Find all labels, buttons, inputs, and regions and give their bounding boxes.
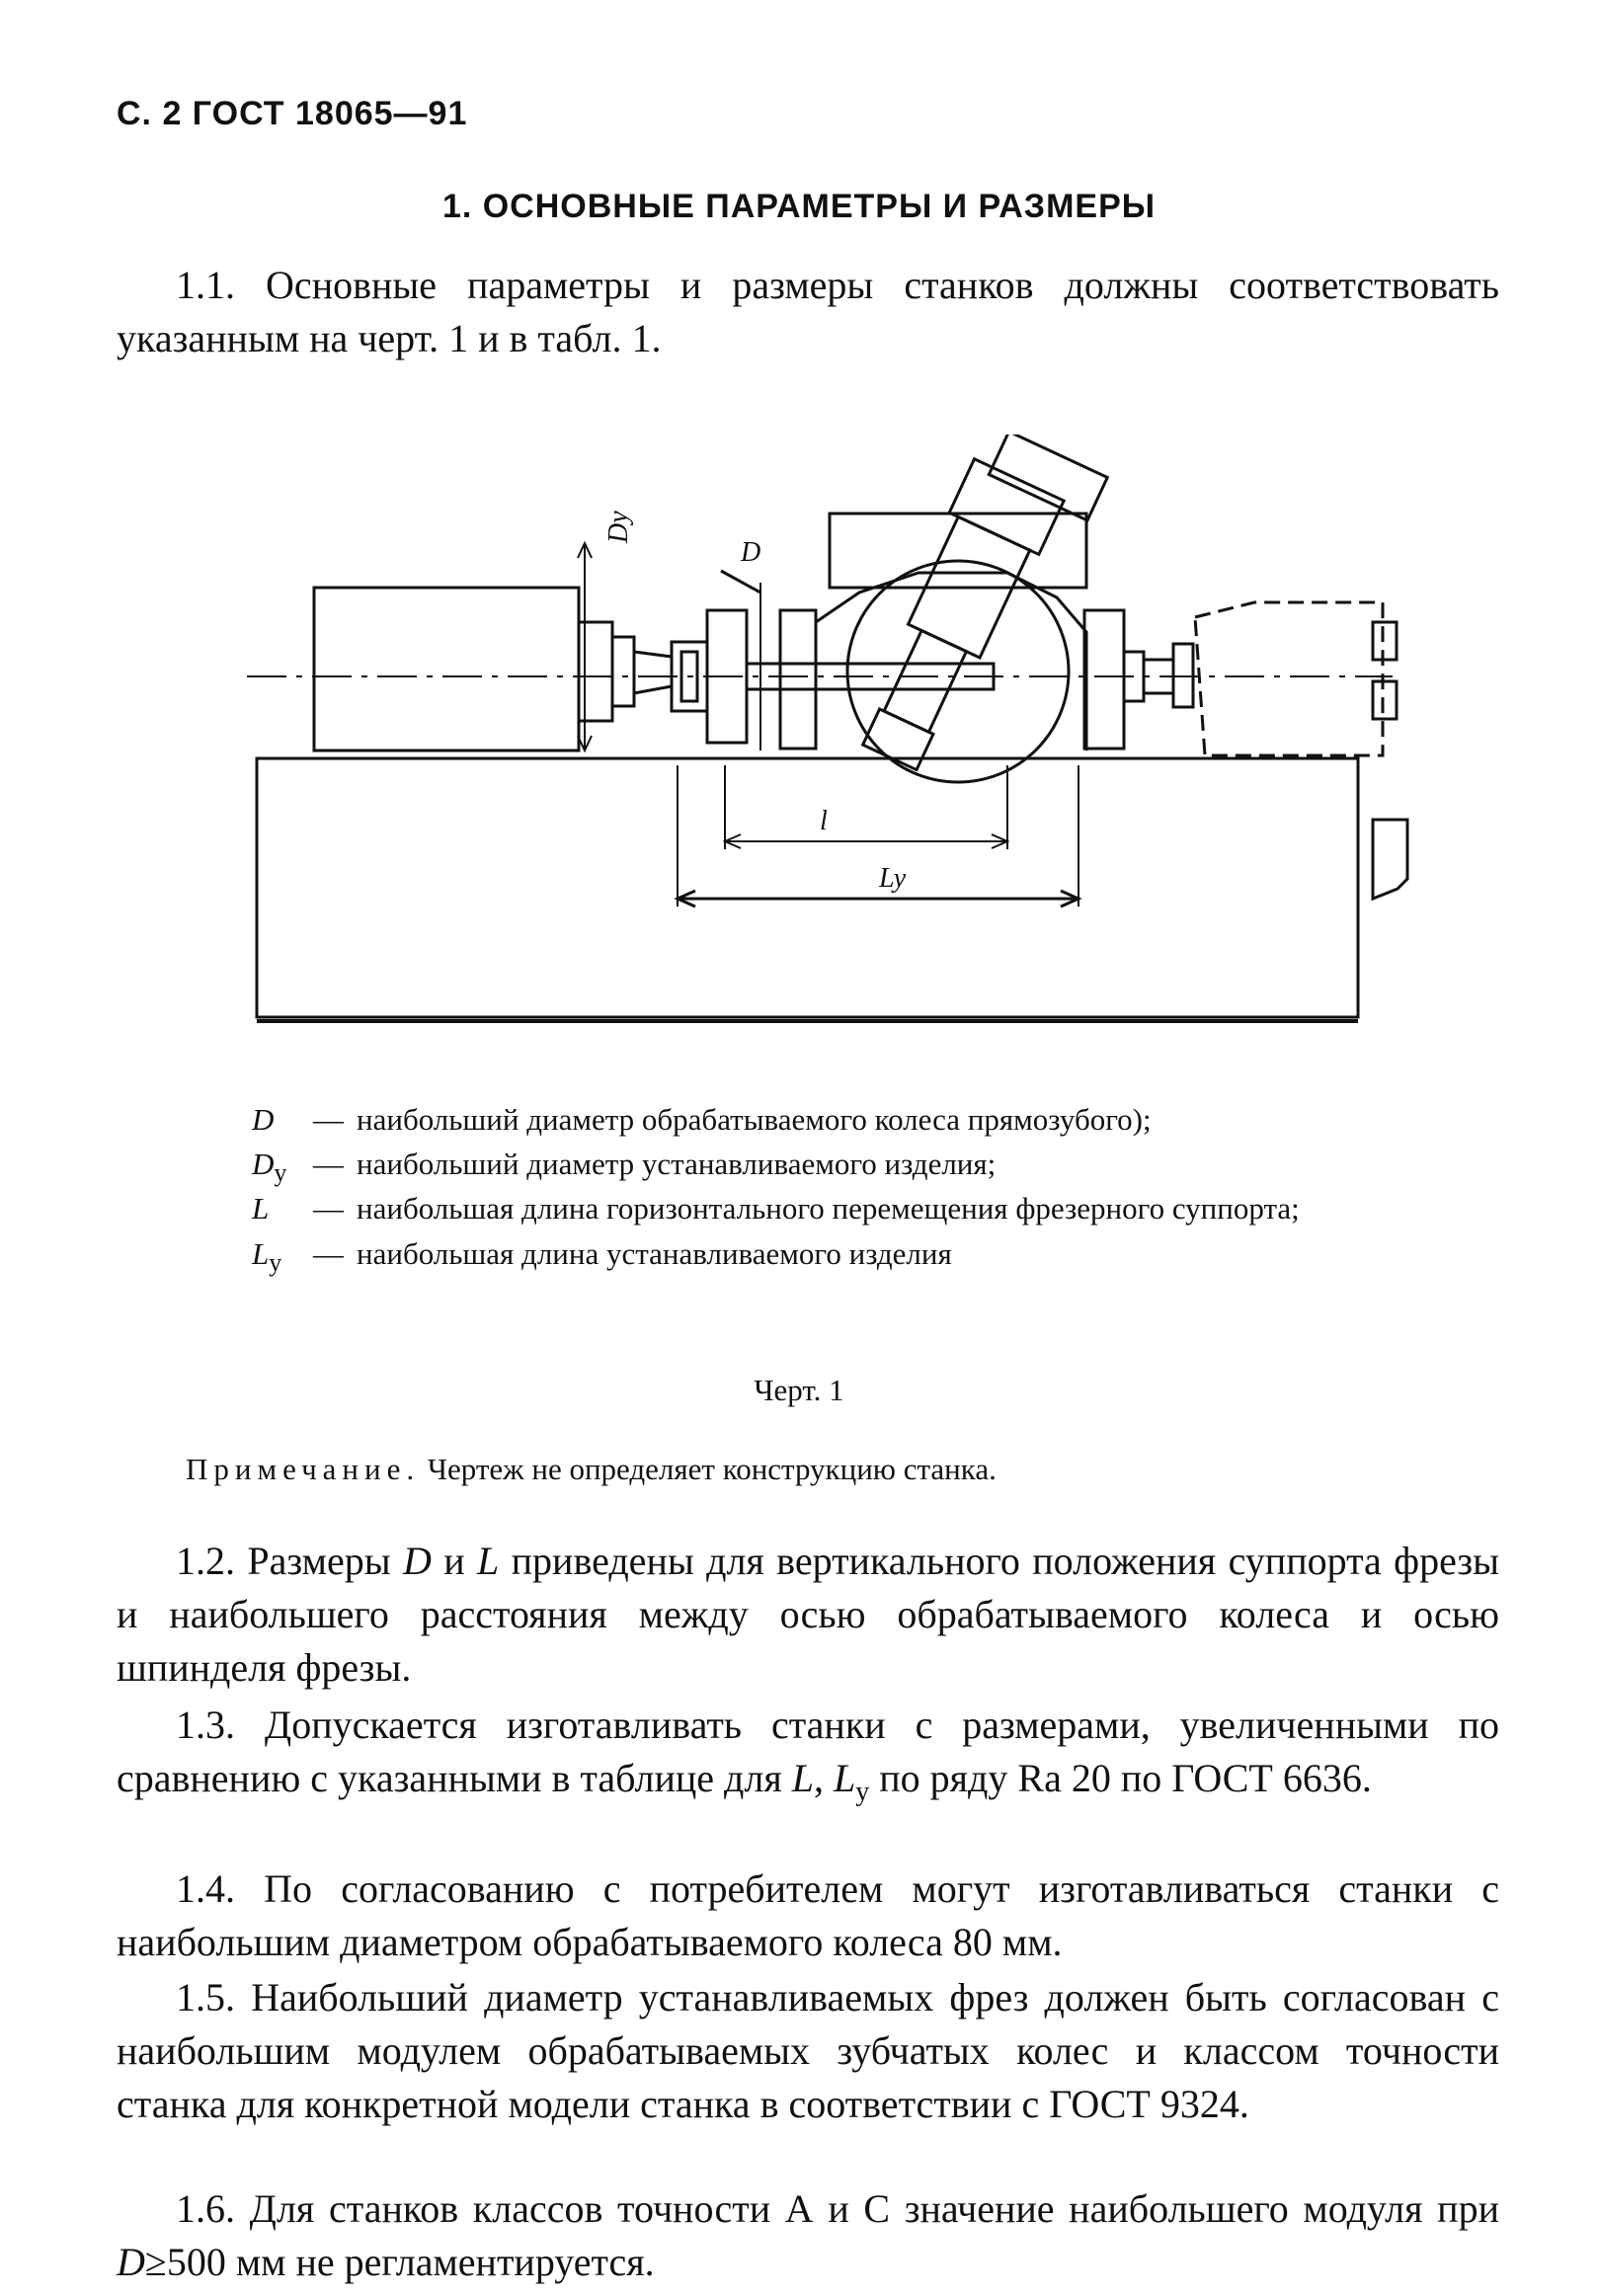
label-dy: Dy xyxy=(603,511,634,543)
machine-drawing xyxy=(227,435,1412,1067)
label-d: D xyxy=(741,537,761,568)
note-label: Примечание. xyxy=(186,1452,421,1486)
section-title: 1. ОСНОВНЫЕ ПАРАМЕТРЫ И РАЗМЕРЫ xyxy=(441,188,1157,225)
machine-bed xyxy=(257,758,1358,1017)
legend-symbol: $L_у$ xyxy=(252,1235,282,1277)
legend-item xyxy=(252,1102,1378,1147)
label-l: l xyxy=(820,806,828,836)
paragraph-1-1 xyxy=(117,259,1499,365)
legend-text: наибольшая длина устанавливаемого изделия xyxy=(357,1235,952,1271)
legend-dash: — xyxy=(313,1147,344,1182)
legend-dash: — xyxy=(313,1191,344,1227)
legend-item xyxy=(252,1236,1378,1281)
paragraph-1-4: 1.4. По согласованию с потребителем могут изготавливаться станки с наибольшим диаметром обрабатываемого колеса 80 мм. xyxy=(117,1866,1500,1964)
legend-item xyxy=(252,1147,1378,1191)
tailstock xyxy=(1195,602,1383,755)
paragraph-1-6: 1.6. Для станков классов точности А и С значение наибольшего модуля при D≥500 мм не регламентируется. xyxy=(117,2186,1499,2284)
legend-dash: — xyxy=(313,1235,344,1271)
legend-text: наибольший диаметр устанавливаемого изделия; xyxy=(357,1147,997,1182)
page-header: С. 2 ГОСТ 18065—91 xyxy=(117,95,468,132)
drawing-legend xyxy=(252,1102,1378,1281)
paragraph-1-5: 1.5. Наибольший диаметр устанавливаемых фрез должен быть согласован с наибольшим модулем обрабатываемых зубчатых колес и классом точности станка для конкретной модели станка в соответствии с ГОСТ 9324. xyxy=(117,1975,1499,2126)
legend-symbol: L xyxy=(252,1191,270,1227)
paragraph-1-2: 1.2. Размеры D и L приведены для вертикального положения суппорта фрезы и наибольшего расстояния между осью обрабатываемого колеса и осью шпинделя фрезы. xyxy=(117,1539,1500,1690)
legend-item xyxy=(252,1191,1378,1235)
note xyxy=(186,1452,1470,1487)
legend-text: наибольший диаметр обрабатываемого колеса прямозубого); xyxy=(357,1102,1152,1137)
paragraph-text: Основные параметры и размеры станков должны соответствовать указанным на черт. 1 и в табл. 1. xyxy=(117,263,1500,360)
label-ly: Ly xyxy=(879,863,907,894)
note-text: Чертеж не определяет конструкцию станка. xyxy=(427,1452,997,1486)
legend-symbol: D xyxy=(252,1102,275,1137)
legend-text: наибольшая длина горизонтального перемещения фрезерного суппорта; xyxy=(357,1191,1300,1227)
paragraph-1-3: 1.3. Допускается изготавливать станки с размерами, увеличенными по сравнению с указанными в таблице для L, $L_у$ по ряду Ra 20 по ГОСТ 6636. xyxy=(117,1702,1500,1807)
legend-symbol: $D_у$ xyxy=(252,1147,287,1188)
paragraph-number: 1.1. xyxy=(176,263,235,307)
headstock xyxy=(314,588,579,751)
figure-caption: Черт. 1 xyxy=(754,1373,844,1407)
legend-dash: — xyxy=(313,1102,344,1137)
